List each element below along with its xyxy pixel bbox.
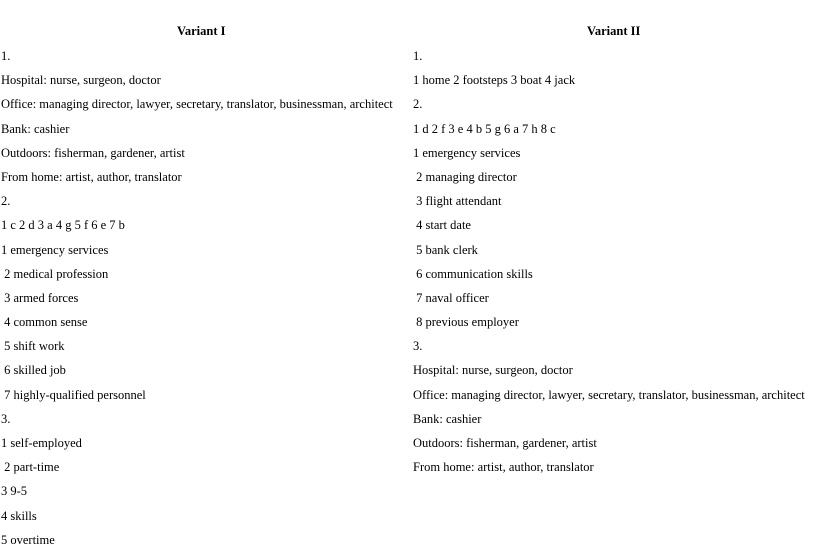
- text-line: 4 start date: [413, 218, 471, 233]
- text-line: 1 emergency services: [413, 145, 521, 160]
- text-line: Outdoors: fisherman, gardener, artist: [1, 145, 185, 160]
- text-line: 7 naval officer: [413, 290, 489, 305]
- text-line: 1 self-employed: [1, 436, 82, 450]
- text-line: 1.: [1, 49, 11, 63]
- text-line: 6 communication skills: [413, 266, 533, 281]
- text-line: Outdoors: fisherman, gardener, artist: [413, 436, 597, 450]
- text-line: 2.: [1, 194, 11, 209]
- text-line: 5 overtime: [1, 532, 55, 547]
- variant-2-lines: [413, 48, 805, 483]
- text-line: From home: artist, author, translator: [1, 169, 182, 184]
- variant-1-heading: Variant I: [177, 24, 226, 38]
- text-line: Bank: cashier: [1, 121, 70, 136]
- text-line: 5 shift work: [1, 339, 65, 354]
- text-line: 1 emergency services: [1, 242, 109, 257]
- text-line: 1 d 2 f 3 e 4 b 5 g 6 a 7 h 8 c: [413, 121, 556, 136]
- text-line: 7 highly-qualified personnel: [1, 387, 146, 402]
- text-line: 2 medical profession: [1, 266, 109, 281]
- text-line: 6 skilled job: [1, 363, 66, 378]
- text-line: From home: artist, author, translator: [413, 460, 594, 475]
- text-line: 1.: [413, 49, 423, 63]
- text-line: Bank: cashier: [413, 411, 482, 426]
- text-line: 4 common sense: [1, 315, 88, 330]
- text-line: 2 part-time: [1, 460, 60, 475]
- text-line: Office: managing director, lawyer, secretary, translator, businessman, architect: [413, 387, 805, 402]
- text-line: 3 flight attendant: [413, 194, 502, 209]
- text-line: Office: managing director, lawyer, secretary, translator, businessman, architect: [1, 97, 393, 112]
- text-line: 8 previous employer: [413, 315, 519, 330]
- text-line: 3.: [1, 411, 11, 426]
- text-line: Hospital: nurse, surgeon, doctor: [1, 73, 161, 88]
- text-line: 3 9-5: [1, 484, 28, 499]
- text-line: 1 c 2 d 3 a 4 g 5 f 6 e 7 b: [1, 218, 125, 233]
- text-line: 4 skills: [1, 508, 37, 523]
- text-line: 5 bank clerk: [413, 242, 478, 257]
- text-line: 2 managing director: [413, 169, 517, 184]
- text-line: 3.: [413, 339, 423, 354]
- text-line: 2.: [413, 97, 423, 112]
- text-line: 3 armed forces: [1, 290, 79, 305]
- variant-1-lines: [1, 48, 393, 556]
- text-line: 1 home 2 footsteps 3 boat 4 jack: [413, 73, 576, 88]
- variant-2-heading: Variant II: [587, 24, 641, 38]
- text-line: Hospital: nurse, surgeon, doctor: [413, 363, 573, 378]
